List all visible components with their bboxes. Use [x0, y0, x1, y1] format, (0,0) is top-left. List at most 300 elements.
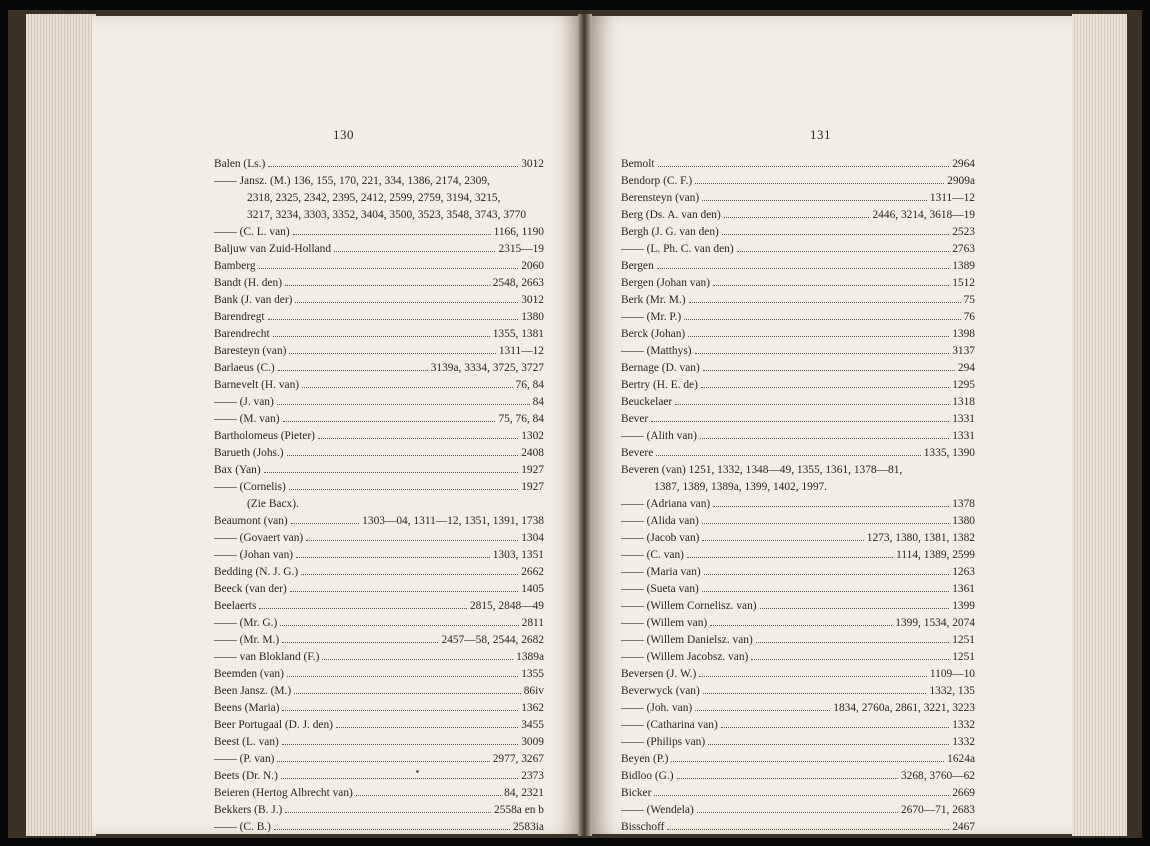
index-entry [621, 785, 975, 802]
entry-refs: 2548, 2663 [492, 277, 544, 289]
entry-refs: 2315—19 [498, 243, 544, 255]
entry-refs: 1927 [521, 464, 544, 476]
right-page-edges [1072, 14, 1127, 836]
entry-refs: 2815, 2848—49 [469, 600, 544, 612]
index-entry [214, 173, 544, 224]
dot-leader [695, 183, 944, 184]
dot-leader [701, 387, 949, 388]
index-entry [214, 700, 544, 717]
entry-refs: 2662 [521, 566, 544, 578]
entry-name: —— Jansz. (M.) 136, 155, 170, 221, 334, 1386, 2174, 2309, [214, 175, 490, 187]
entry-refs: 1380 [952, 515, 975, 527]
index-entry [214, 802, 544, 819]
dot-leader [289, 489, 518, 490]
index-entry [214, 326, 544, 343]
dot-leader [710, 625, 892, 626]
index-entry [621, 768, 975, 785]
entry-name: Bertry (H. E. de) [621, 379, 698, 391]
entry-refs: 75 [963, 294, 975, 306]
dot-leader [713, 506, 949, 507]
index-entry [214, 258, 544, 275]
dot-leader [334, 251, 495, 252]
entry-refs: 3012 [521, 158, 544, 170]
dot-leader [656, 455, 920, 456]
entry-name: —— (Maria van) [621, 566, 701, 578]
index-entry [621, 224, 975, 241]
dot-leader [702, 591, 949, 592]
page-number: 131 [810, 127, 831, 142]
entry-refs: 3268, 3760—62 [900, 770, 975, 782]
entry-name: Berg (Ds. A. van den) [621, 209, 721, 221]
dot-leader [700, 438, 949, 439]
entry-name: —— (Mr. P.) [621, 311, 682, 323]
entry-name: Baresteyn (van) [214, 345, 287, 357]
entry-name: —— (Matthys) [621, 345, 692, 357]
index-entry [621, 547, 975, 564]
index-entry [214, 530, 544, 547]
entry-refs: 1335, 1390 [923, 447, 975, 459]
entry-refs: 1304 [521, 532, 544, 544]
index-entry [214, 581, 544, 598]
entry-refs: 3137 [952, 345, 975, 357]
dot-leader [289, 353, 495, 354]
index-entry [214, 547, 544, 564]
page-speck [416, 770, 419, 773]
index-entry [621, 275, 975, 292]
entry-name: Beverwyck (van) [621, 685, 700, 697]
index-entry [214, 513, 544, 530]
entry-continuation: 2318, 2325, 2342, 2395, 2412, 2599, 2759, 3194, 3215, [247, 192, 501, 204]
dot-leader [703, 370, 955, 371]
entry-refs: 84, 2321 [504, 787, 544, 799]
entry-refs: 1311—12 [498, 345, 544, 357]
index-entry [214, 768, 544, 785]
entry-name: —— (C. B.) [214, 821, 271, 833]
entry-refs: 1109—10 [929, 668, 975, 680]
index-entry [621, 649, 975, 666]
index-entry [214, 462, 544, 479]
dot-leader [277, 404, 530, 405]
dot-leader [259, 268, 519, 269]
index-entry [621, 207, 975, 224]
entry-name: Beyen (P.) [621, 753, 669, 765]
index-entry [214, 632, 544, 649]
entry-refs: 1318 [952, 396, 975, 408]
entry-name: Bemolt [621, 158, 655, 170]
index-entry [621, 666, 975, 683]
index-entry [214, 734, 544, 751]
index-entry [621, 700, 975, 717]
entry-name: Barnevelt (H. van) [214, 379, 300, 391]
dot-leader [702, 540, 863, 541]
entry-name: Beuckelaer [621, 396, 673, 408]
index-entry [214, 411, 544, 428]
entry-refs: 2977, 3267 [492, 753, 544, 765]
dot-leader [273, 336, 490, 337]
index-entry [214, 343, 544, 360]
dot-leader [703, 693, 927, 694]
entry-name: —— (Jacob van) [621, 532, 700, 544]
index-entry [621, 343, 975, 360]
dot-leader [268, 319, 519, 320]
entry-name: —— (Willem Jacobsz. van) [621, 651, 749, 663]
entry-name: —— (Cornelis) [214, 481, 286, 493]
entry-name: —— (Catharina van) [621, 719, 718, 731]
entry-name: —— (Joh. van) [621, 702, 693, 714]
entry-refs: 1331 [952, 413, 975, 425]
entry-name: —— (M. van) [214, 413, 280, 425]
dot-leader [657, 268, 950, 269]
entry-refs: 84 [532, 396, 544, 408]
entry-name: Bergh (J. G. van den) [621, 226, 719, 238]
entry-continuation: 3217, 3234, 3303, 3352, 3404, 3500, 3523, 3548, 3743, 3770 [247, 209, 527, 221]
entry-refs: 1399 [952, 600, 975, 612]
entry-refs: 1166, 1190 [493, 226, 544, 238]
entry-name: —— (Philips van) [621, 736, 706, 748]
entry-name: Beeck (van der) [214, 583, 287, 595]
entry-refs: 1834, 2760a, 2861, 3221, 3223 [833, 702, 975, 714]
entry-refs: 1361 [952, 583, 975, 595]
entry-refs: 3009 [521, 736, 544, 748]
entry-name: Barendregt [214, 311, 265, 323]
dot-leader [708, 744, 949, 745]
entry-name: Balen (Ls.) [214, 158, 266, 170]
entry-refs: 1303—04, 1311—12, 1351, 1391, 1738 [362, 515, 544, 527]
dot-leader [713, 285, 949, 286]
dot-leader [294, 693, 521, 694]
entry-refs: 2467 [952, 821, 975, 833]
dot-leader [293, 234, 491, 235]
dot-leader [695, 710, 830, 711]
entry-refs: 1624a [947, 753, 975, 765]
entry-refs: 1355 [521, 668, 544, 680]
entry-refs: 2763 [952, 243, 975, 255]
entry-name: Been Jansz. (M.) [214, 685, 292, 697]
entry-name: Bartholomeus (Pieter) [214, 430, 315, 442]
entry-refs: 2583ia [512, 821, 544, 833]
entry-refs: 2457—58, 2544, 2682 [441, 634, 544, 646]
dot-leader [689, 302, 961, 303]
dot-leader [322, 659, 513, 660]
entry-refs: 2523 [952, 226, 975, 238]
dot-leader [278, 370, 428, 371]
index-entry [214, 275, 544, 292]
entry-name: —— (Wendela) [621, 804, 694, 816]
index-entry [214, 241, 544, 258]
entry-name: Bernage (D. van) [621, 362, 700, 374]
dot-leader [699, 676, 927, 677]
dot-leader [274, 829, 510, 830]
index-entry [621, 411, 975, 428]
index-entry [214, 224, 544, 241]
entry-refs: 75, 76, 84 [498, 413, 544, 425]
entry-name: Bekkers (B. J.) [214, 804, 283, 816]
index-entry [621, 734, 975, 751]
entry-name: Beemden (van) [214, 668, 284, 680]
entry-name: Barendrecht [214, 328, 270, 340]
dot-leader [285, 285, 490, 286]
entry-name: Beets (Dr. N.) [214, 770, 278, 782]
entry-name: —— (Sueta van) [621, 583, 699, 595]
index-entry [621, 683, 975, 700]
dot-leader [287, 676, 518, 677]
entry-refs: 2060 [521, 260, 544, 272]
entry-name: —— (Govaert van) [214, 532, 304, 544]
entry-refs: 1332, 135 [929, 685, 975, 697]
entry-refs: 1378 [952, 498, 975, 510]
entry-name: Beest (L. van) [214, 736, 279, 748]
entry-refs: 2558a en b [494, 804, 544, 816]
dot-leader [291, 523, 359, 524]
index-entry [214, 156, 544, 173]
dot-leader [677, 778, 898, 779]
entry-refs: 1251 [952, 651, 975, 663]
index-entry [621, 819, 975, 836]
entry-name: —— (Willem Danielsz. van) [621, 634, 753, 646]
index-entry [214, 598, 544, 615]
dot-leader [306, 540, 518, 541]
entry-refs: 1405 [521, 583, 544, 595]
index-entry [621, 292, 975, 309]
entry-name: —— (Mr. G.) [214, 617, 278, 629]
dot-leader [675, 404, 949, 405]
dot-leader [721, 727, 949, 728]
index-entry [214, 717, 544, 734]
entry-refs: 1355, 1381 [492, 328, 544, 340]
entry-name: Beaumont (van) [214, 515, 288, 527]
index-entry [214, 615, 544, 632]
index-entry [214, 292, 544, 309]
dot-leader [290, 591, 518, 592]
dot-leader [336, 727, 518, 728]
entry-refs: 86iv [523, 685, 544, 697]
entry-name: Beelaerts [214, 600, 257, 612]
index-entry [621, 156, 975, 173]
index-entry [214, 309, 544, 326]
entry-name: Beieren (Hertog Albrecht van) [214, 787, 353, 799]
index-entry [621, 377, 975, 394]
entry-refs: 1512 [952, 277, 975, 289]
index-entry [214, 428, 544, 445]
index-entry [214, 394, 544, 411]
entry-refs: 2669 [952, 787, 975, 799]
entry-refs: 294 [957, 362, 975, 374]
entry-refs: 1331 [952, 430, 975, 442]
dot-leader [667, 829, 949, 830]
dot-leader [296, 557, 490, 558]
entry-refs: 1380 [521, 311, 544, 323]
entry-name: Bergen [621, 260, 654, 272]
entry-refs: 2670—71, 2683 [900, 804, 975, 816]
dot-leader [280, 625, 518, 626]
dot-leader [756, 642, 949, 643]
dot-leader [737, 251, 950, 252]
entry-name: Bergen (Johan van) [621, 277, 710, 289]
entry-name: Bax (Yan) [214, 464, 261, 476]
index-entry [214, 649, 544, 666]
entry-refs: 3455 [521, 719, 544, 731]
entry-name: —— (Mr. M.) [214, 634, 280, 646]
book-gutter [578, 14, 592, 836]
entry-refs: 1273, 1380, 1381, 1382 [866, 532, 975, 544]
entry-name: Bever [621, 413, 649, 425]
entry-refs: 1303, 1351 [492, 549, 544, 561]
page-number: 130 [333, 127, 354, 142]
entry-refs: 1263 [952, 566, 975, 578]
entry-name: Bidloo (G.) [621, 770, 674, 782]
dot-leader [302, 387, 512, 388]
dot-leader [277, 761, 489, 762]
dot-leader [301, 574, 518, 575]
entry-name: Bamberg [214, 260, 256, 272]
entry-refs: 1362 [521, 702, 544, 714]
dot-leader [654, 795, 949, 796]
index-entry [621, 751, 975, 768]
entry-refs: 1311—12 [929, 192, 975, 204]
entry-refs: 1302 [521, 430, 544, 442]
index-entry [621, 241, 975, 258]
index-entry [621, 394, 975, 411]
index-entry [621, 802, 975, 819]
entry-name: Beens (Maria) [214, 702, 280, 714]
dot-leader [671, 761, 944, 762]
entry-name: —— (C. L. van) [214, 226, 290, 238]
dot-leader [283, 421, 496, 422]
entry-name: Berk (Mr. M.) [621, 294, 686, 306]
entry-refs: 76, 84 [515, 379, 544, 391]
index-entry [214, 683, 544, 700]
dot-leader [651, 421, 949, 422]
entry-refs: 1389a [516, 651, 544, 663]
dot-leader [684, 319, 960, 320]
entry-name: Barlaeus (C.) [214, 362, 275, 374]
entry-name: Beversen (J. W.) [621, 668, 697, 680]
dot-leader [760, 608, 950, 609]
entry-refs: 2964 [952, 158, 975, 170]
dot-leader [318, 438, 518, 439]
entry-refs: 2909a [947, 175, 975, 187]
entry-name: —— (Johan van) [214, 549, 294, 561]
entry-name: —— (J. van) [214, 396, 274, 408]
entry-refs: 2408 [521, 447, 544, 459]
entry-refs: 1332 [952, 719, 975, 731]
dot-leader [724, 217, 870, 218]
entry-name: Barueth (Johs.) [214, 447, 284, 459]
entry-refs: 1389 [952, 260, 975, 272]
dot-leader [704, 574, 950, 575]
entry-refs: 2373 [521, 770, 544, 782]
index-entry [621, 326, 975, 343]
entry-continuation: 1387, 1389, 1389a, 1399, 1402, 1997. [654, 481, 828, 493]
index-entry [214, 445, 544, 462]
left-page-edges [26, 14, 96, 836]
index-entry [621, 258, 975, 275]
entry-name: —— (Alith van) [621, 430, 697, 442]
entry-name: Beveren (van) 1251, 1332, 1348—49, 1355, 1361, 1378—81, [621, 464, 903, 476]
entry-name: Bendorp (C. F.) [621, 175, 693, 187]
index-entry [621, 428, 975, 445]
entry-refs: 1399, 1534, 2074 [895, 617, 975, 629]
entry-name: Bank (J. van der) [214, 294, 293, 306]
entry-refs: 1251 [952, 634, 975, 646]
entry-name: Bisschoff [621, 821, 665, 833]
dot-leader [282, 642, 438, 643]
dot-leader [295, 302, 518, 303]
entry-name: Berensteyn (van) [621, 192, 700, 204]
index-entry [621, 496, 975, 513]
entry-name: Bicker [621, 787, 652, 799]
index-entry [621, 530, 975, 547]
index-entry [621, 513, 975, 530]
entry-refs: 1332 [952, 736, 975, 748]
entry-refs: 3012 [521, 294, 544, 306]
entry-name: —— (C. van) [621, 549, 684, 561]
index-entry [214, 819, 544, 836]
dot-leader [264, 472, 519, 473]
index-entry [621, 632, 975, 649]
entry-name: —— (Alida van) [621, 515, 699, 527]
entry-name: Bevere [621, 447, 654, 459]
entry-refs: 2811 [521, 617, 544, 629]
entry-name: Bedding (N. J. G.) [214, 566, 299, 578]
entry-refs: 2446, 3214, 3618—19 [872, 209, 975, 221]
index-entry [214, 751, 544, 768]
dot-leader [697, 812, 898, 813]
index-entry [621, 564, 975, 581]
entry-name: —— (P. van) [214, 753, 275, 765]
dot-leader [702, 200, 927, 201]
index-entry [214, 785, 544, 802]
dot-leader [688, 336, 949, 337]
entry-refs: 1295 [952, 379, 975, 391]
entry-refs: 1114, 1389, 2599 [896, 549, 975, 561]
dot-leader [282, 744, 518, 745]
entry-name: Berck (Johan) [621, 328, 686, 340]
entry-refs: 76 [963, 311, 975, 323]
index-entry [621, 615, 975, 632]
dot-leader [287, 455, 519, 456]
dot-leader [268, 166, 518, 167]
entry-name: Baljuw van Zuid-Holland [214, 243, 332, 255]
dot-leader [658, 166, 950, 167]
index-entry [214, 377, 544, 394]
index-entry [214, 479, 544, 496]
left-index-list [214, 156, 544, 836]
index-entry [214, 666, 544, 683]
index-entry [621, 309, 975, 326]
index-entry [214, 360, 544, 377]
index-entry [621, 462, 975, 496]
index-entry [621, 360, 975, 377]
entry-name: —— (Willem Cornelisz. van) [621, 600, 757, 612]
index-entry [621, 581, 975, 598]
dot-leader [751, 659, 949, 660]
index-entry [214, 564, 544, 581]
entry-name: Beer Portugaal (D. J. den) [214, 719, 333, 731]
dot-leader [695, 353, 950, 354]
dot-leader [282, 710, 518, 711]
dot-leader [285, 812, 491, 813]
entry-name: —— (L. Ph. C. van den) [621, 243, 734, 255]
dot-leader [722, 234, 949, 235]
dot-leader [702, 523, 949, 524]
index-entry [621, 190, 975, 207]
entry-name: (Zie Bacx). [247, 498, 299, 510]
index-entry [214, 496, 544, 513]
dot-leader [356, 795, 501, 796]
entry-refs: 1927 [521, 481, 544, 493]
index-entry [621, 598, 975, 615]
